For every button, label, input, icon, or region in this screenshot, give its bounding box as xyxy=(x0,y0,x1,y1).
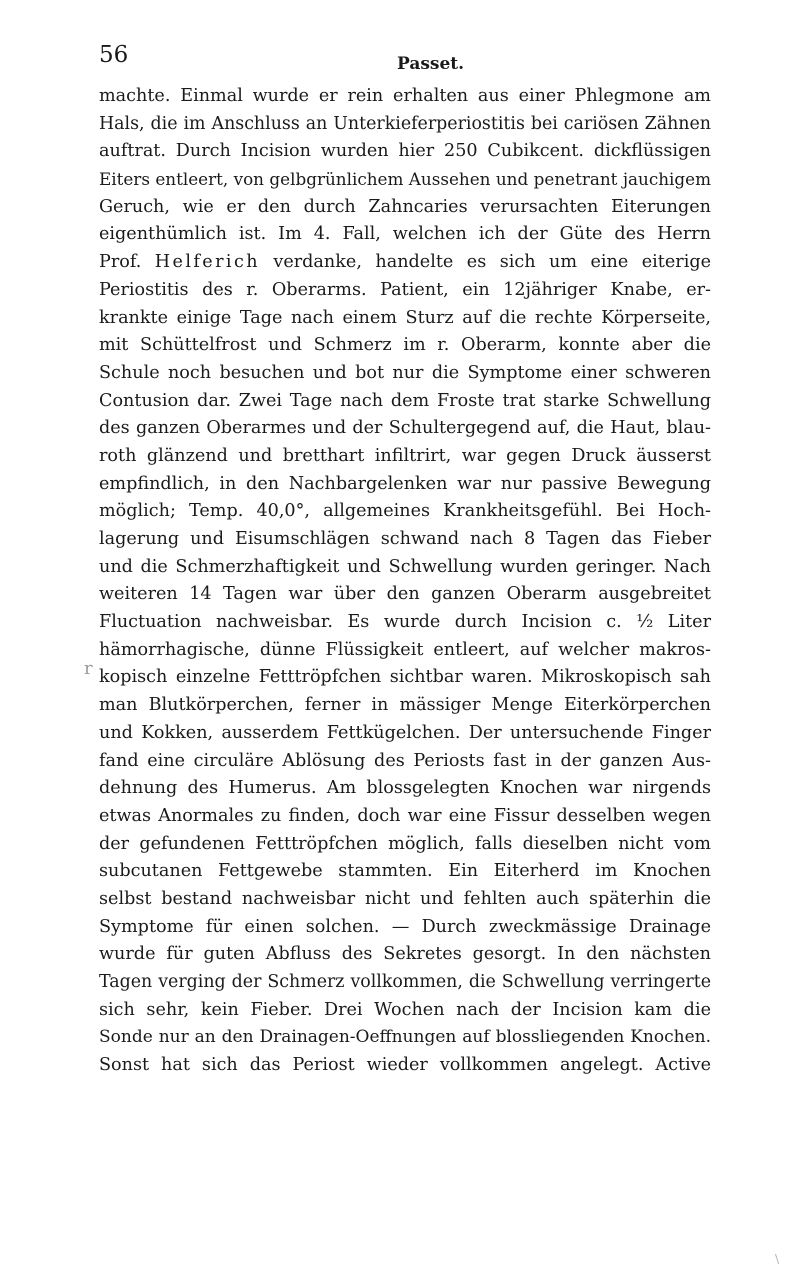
text-line: Eiters entleert, von gelbgrünlichem Aussehen und penetrant jauchigem xyxy=(99,169,711,190)
text-line: Periostitis des r. Oberarms. Patient, ein 12jähriger Knabe, er- xyxy=(99,279,711,300)
text-line: Fluctuation nachweisbar. Es wurde durch Incision c. ½ Liter xyxy=(99,612,711,633)
text-line: selbst bestand nachweisbar nicht und fehlten auch späterhin die xyxy=(99,888,711,909)
text-line: der gefundenen Fetttröpfchen möglich, falls dieselben nicht vom xyxy=(99,833,711,854)
text-line: man Blutkörperchen, ferner in mässiger Menge Eiterkörperchen xyxy=(99,695,711,716)
text-line: subcutanen Fettgewebe stammten. Ein Eiterherd im Knochen xyxy=(99,861,711,882)
text-line: machte. Einmal wurde er rein erhalten aus einer Phlegmone am xyxy=(99,86,711,106)
text-line: hämorrhagische, dünne Flüssigkeit entleert, auf welcher makros- xyxy=(99,639,711,660)
text-line: Sonde nur an den Drainagen-Oeffnungen auf blossliegenden Knochen. xyxy=(99,1027,711,1048)
running-head: Passet. xyxy=(397,54,465,74)
text-line: und Kokken, ausserdem Fettkügelchen. Der untersuchende Finger xyxy=(99,722,711,743)
text-line: möglich; Temp. 40,0°, allgemeines Krankheitsgefühl. Bei Hoch- xyxy=(99,501,711,522)
spaced-name: Helferich xyxy=(154,252,260,273)
text-line: des ganzen Oberarmes und der Schultergegend auf, die Haut, blau- xyxy=(99,418,711,439)
text-line: wurde für guten Abfluss des Sekretes gesorgt. In den nächsten xyxy=(99,944,711,965)
text-line: krankte einige Tage nach einem Sturz auf die rechte Körperseite, xyxy=(99,307,711,328)
text-line: sich sehr, kein Fieber. Drei Wochen nach der Incision kam die xyxy=(99,999,711,1020)
text-line: dehnung des Humerus. Am blossgelegten Knochen war nirgends xyxy=(99,778,711,799)
text-line: Geruch, wie er den durch Zahncaries verursachten Eiterungen xyxy=(99,196,711,217)
text-line: Schule noch besuchen und bot nur die Symptome einer schweren xyxy=(99,362,711,383)
text-line: Prof. Helferich verdanke, handelte es sich um eine eiterige xyxy=(99,252,711,273)
text-line: mit Schüttelfrost und Schmerz im r. Oberarm, konnte aber die xyxy=(99,335,711,356)
text-line: auftrat. Durch Incision wurden hier 250 Cubikcent. dickflüssigen xyxy=(99,141,711,162)
text-line: eigenthümlich ist. Im 4. Fall, welchen ich der Güte des Herrn xyxy=(99,224,711,245)
margin-mark: r xyxy=(84,658,93,679)
text-line: Hals, die im Anschluss an Unterkieferperiostitis bei cariösen Zähnen xyxy=(99,113,711,134)
text-line: fand eine circuläre Ablösung des Periosts fast in der ganzen Aus- xyxy=(99,750,711,771)
text-line: Tagen verging der Schmerz vollkommen, die Schwellung verringerte xyxy=(99,972,711,992)
text-line: lagerung und Eisumschlägen schwand nach 8 Tagen das Fieber xyxy=(99,529,711,549)
text-line: und die Schmerzhaftigkeit und Schwellung wurden geringer. Nach xyxy=(99,556,711,577)
text-line: empfindlich, in den Nachbargelenken war nur passive Bewegung xyxy=(99,473,711,494)
body-text xyxy=(99,83,711,1080)
text-line: etwas Anormales zu finden, doch war eine Fissur desselben wegen xyxy=(99,805,711,826)
text-line: Symptome für einen solchen. — Durch zweckmässige Drainage xyxy=(99,916,711,937)
text-line: roth glänzend und bretthart infiltrirt, war gegen Druck äusserst xyxy=(99,445,711,466)
text-line: kopisch einzelne Fetttröpfchen sichtbar waren. Mikroskopisch sah xyxy=(99,667,711,688)
text-line: weiteren 14 Tagen war über den ganzen Oberarm ausgebreitet xyxy=(99,584,711,605)
page-number: 56 xyxy=(99,42,129,68)
text-line: Sonst hat sich das Periost wieder vollkommen angelegt. Active xyxy=(99,1055,711,1076)
corner-mark: \ xyxy=(775,1252,780,1266)
text-line: Contusion dar. Zwei Tage nach dem Froste trat starke Schwellung xyxy=(99,390,711,411)
